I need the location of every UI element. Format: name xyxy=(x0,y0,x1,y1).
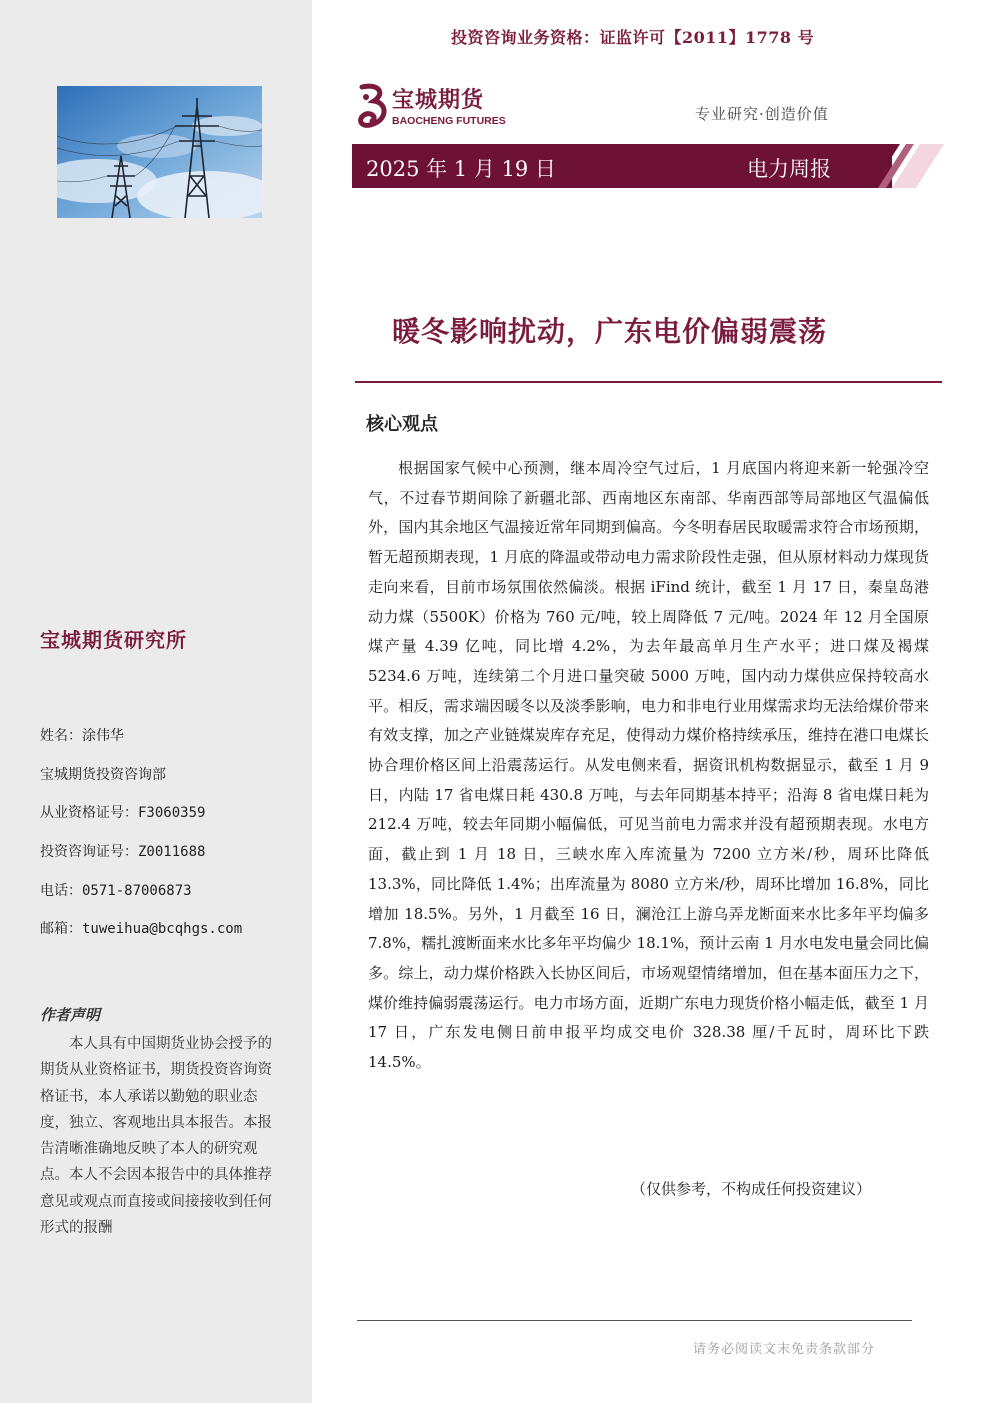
email-address[interactable]: 邮箱：tuweihua@bcqhgs.com xyxy=(40,921,243,938)
license-statement: 投资咨询业务资格：证监许可【2011】1778 号 xyxy=(451,28,815,47)
declaration-title: 作者声明 xyxy=(40,1006,101,1024)
company-logo xyxy=(356,83,506,133)
author-contact-list xyxy=(40,726,242,958)
slogan: 专业研究·创造价值 xyxy=(695,105,829,123)
report-headline: 暖冬影响扰动，广东电价偏弱震荡 xyxy=(392,316,828,347)
phone-number: 电话：0571-87006873 xyxy=(40,882,192,899)
reference-note: （仅供参考，不构成任何投资建议） xyxy=(631,1180,872,1198)
qualification-number: 从业资格证号：F3060359 xyxy=(40,805,206,822)
headline-divider xyxy=(355,381,942,383)
sidebar xyxy=(0,0,312,1403)
logo-english-name: BAOCHENG FUTURES xyxy=(392,115,506,127)
institute-name: 宝城期货研究所 xyxy=(40,628,187,652)
report-banner xyxy=(352,144,892,188)
declaration-body: 本人具有中国期货业协会授予的期货从业资格证书，期货投资咨询资格证书，本人承诺以勤勉的职业态度，独立、客观地出具本报告。本报告清晰准确地反映了本人的研究观点。本人不会因本报告中的具体推荐意见或观点而直接或间接接收到任何形式的报酬 xyxy=(40,1036,272,1237)
author-name: 姓名：涂伟华 xyxy=(40,728,124,744)
section-title-core-view: 核心观点 xyxy=(366,414,438,435)
logo-mark-icon xyxy=(356,83,390,131)
report-type: 电力周报 xyxy=(747,157,831,181)
consulting-number: 投资咨询证号：Z0011688 xyxy=(40,844,206,861)
power-tower-photo xyxy=(57,86,262,218)
footer-divider xyxy=(357,1320,912,1321)
footer-disclaimer-note: 请务必阅读文末免责条款部分 xyxy=(693,1342,876,1357)
logo-name: 宝城期货 xyxy=(392,87,485,112)
core-view-paragraph: 根据国家气候中心预测，继本周冷空气过后，1 月底国内将迎来新一轮强冷空气，不过春节期间除了新疆北部、西南地区东南部、华南西部等局部地区气温偏低外，国内其余地区气温接近常年同期到偏高。今冬明春居民取暖需求符合市场预期，暂无超预期表现，1 月底的降温或带动电力需求阶段性走强，但从原材料动力煤现货走向来看，目前市场氛围依然偏淡。根据 iFind 统计，截至 1 月 17 日，秦皇岛港动力煤（5500K）价格为 760 元/吨，较上周降低 7 元/吨。2024 年 12 月全国原煤产量 4.39 亿吨，同比增 4.2%，为去年最高单月生产水平；进口煤及褐煤 5234.6 万吨，连续第二个月进口量突破 5000 万吨，国内动力煤供应保持较高水平。相反，需求端因暖冬以及淡季影响，电力和非电行业用煤需求均无法给煤价带来有效支撑，加之产业链煤炭库存充足，使得动力煤价格持续承压，维持在港口电煤长协合理价格区间上沿震荡运行。从发电侧来看，据资讯机构数据显示，截至 1 月 9 日，内陆 17 省电煤日耗 430.8 万吨，与去年同期基本持平；沿海 8 省电煤日耗为 212.4 万吨，较去年同期小幅偏低，可见当前电力需求并没有超预期表现。水电方面，截止到 1 月 18 日，三峡水库入库流量为 7200 立方米/秒，周环比降低 13.3%，同比降低 1.4%；出库流量为 8080 立方米/秒，周环比增加 16.8%，同比增加 18.5%。另外，1 月截至 16 日，澜沧江上游乌弄龙断面来水比多年平均偏多 7.8%，糯扎渡断面来水比多年平均偏少 18.1%，预计云南 1 月水电发电量会同比偏多。综上，动力煤价格跌入长协区间后，市场观望情绪增加，但在基本面压力之下，煤价维持偏弱震荡运行。电力市场方面，近期广东电力现货价格小幅走低，截至 1 月 17 日，广东发电侧日前申报平均成交电价 328.38 厘/千瓦时，周环比下跌 14.5%。 xyxy=(368,459,929,1072)
author-department: 宝城期货投资咨询部 xyxy=(40,766,166,783)
report-date: 2025 年 1 月 19 日 xyxy=(366,157,556,181)
banner-stripes-decoration xyxy=(860,144,944,188)
